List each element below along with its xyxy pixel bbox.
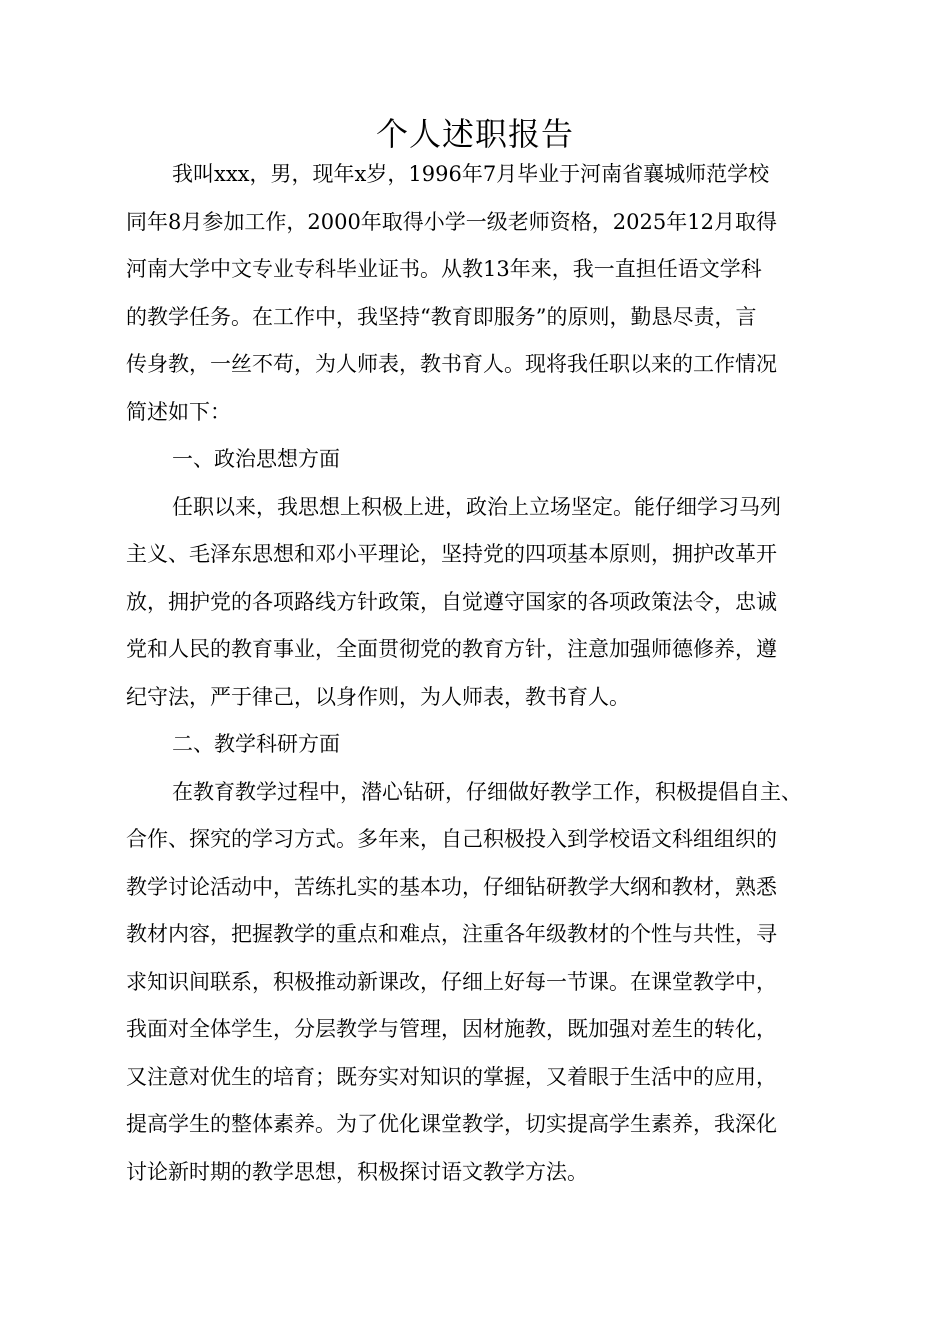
text-line: 我叫xxx，男，现年x岁，1996年7月毕业于河南省襄城师范学校 [172,162,770,186]
text-line: 我面对全体学生，分层教学与管理，因材施教，既加强对差生的转化， [126,1017,777,1041]
section-heading-politics: 一、政治思想方面 [172,447,340,471]
text-line: 的教学任务。在工作中，我坚持“教育即服务”的原则，勤恳尽责，言 [126,304,757,329]
text-line: 党和人民的教育事业，全面贯彻党的教育方针，注意加强师德修养，遵 [126,637,777,661]
document-title: 个人述职报告 [375,115,574,153]
text-line: 求知识间联系，积极推动新课改，仔细上好每一节课。在课堂教学中， [126,969,777,994]
text-line: 又注意对优生的培育；既夯实对知识的掌握，又着眼于生活中的应用， [126,1064,777,1089]
text-line: 任职以来，我思想上积极上进，政治上立场坚定。能仔细学习马列 [172,494,781,519]
text-line: 简述如下： [126,399,231,424]
text-line: 河南大学中文专业专科毕业证书。从教13年来，我一直担任语文学科 [126,257,762,281]
text-line: 教学讨论活动中，苦练扎实的基本功，仔细钻研教学大纲和教材，熟悉 [126,874,777,899]
text-line: 合作、探究的学习方式。多年来，自己积极投入到学校语文科组组织的 [126,827,777,851]
text-line: 纪守法，严于律己，以身作则，为人师表，教书育人。 [126,684,630,709]
text-line: 传身教，一丝不苟，为人师表，教书育人。现将我任职以来的工作情况 [126,352,777,376]
text-line: 主义、毛泽东思想和邓小平理论，坚持党的四项基本原则，拥护改革开 [126,542,777,566]
text-line: 提高学生的整体素养。为了优化课堂教学，切实提高学生素养，我深化 [126,1112,777,1136]
text-line: 讨论新时期的教学思想，积极探讨语文教学方法。 [126,1159,588,1184]
text-line: 同年8月参加工作，2000年取得小学一级老师资格，2025年12月取得 [126,209,777,234]
document-body [126,151,826,1196]
text-line: 在教育教学过程中，潜心钻研，仔细做好教学工作，积极提倡自主、 [172,779,802,804]
text-line: 教材内容，把握教学的重点和难点，注重各年级教材的个性与共性，寻 [126,922,777,946]
text-line: 放，拥护党的各项路线方针政策，自觉遵守国家的各项政策法令，忠诚 [126,589,777,614]
section-heading-teaching: 二、教学科研方面 [172,732,340,756]
